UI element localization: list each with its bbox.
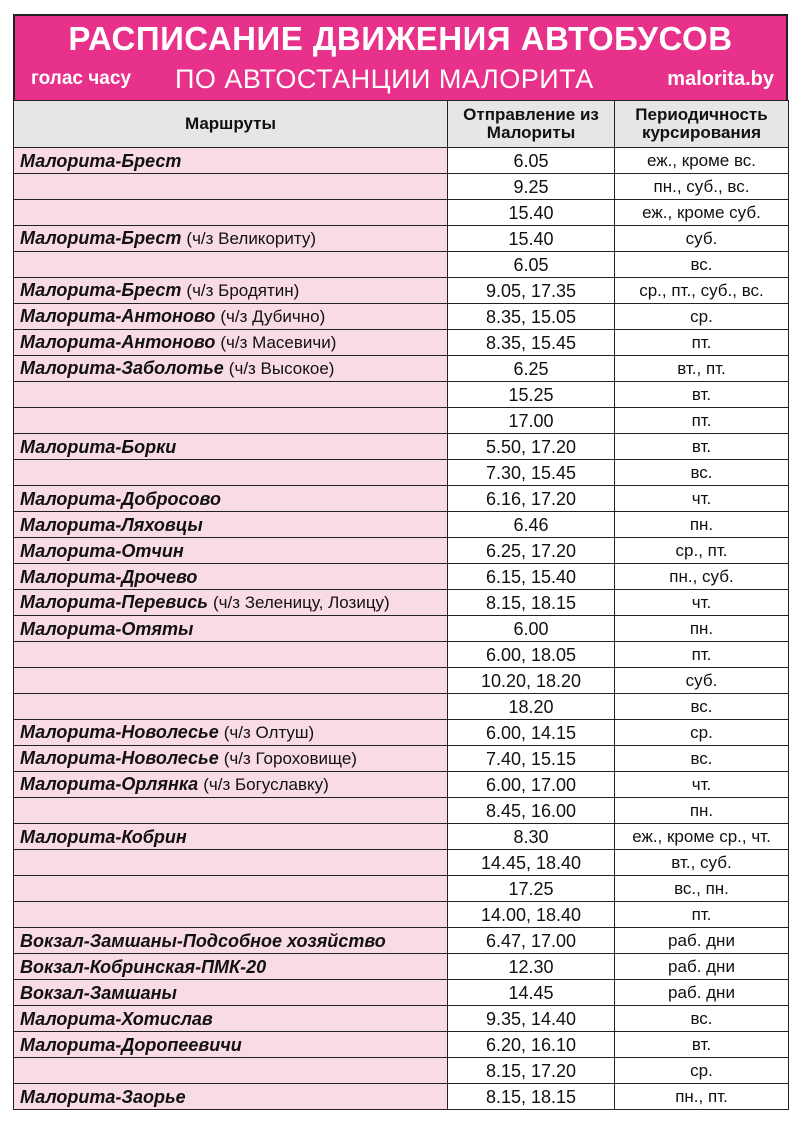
periodicity-cell: раб. дни <box>615 954 789 980</box>
table-row <box>14 408 789 434</box>
departure-cell: 6.25, 17.20 <box>448 538 615 564</box>
column-header-departure: Отправление из Малориты <box>448 101 615 148</box>
table-row <box>14 226 789 252</box>
route-cell <box>14 642 448 668</box>
route-cell <box>14 226 448 252</box>
periodicity-cell: пт. <box>615 642 789 668</box>
route-name: Малорита-Кобрин <box>20 826 187 847</box>
departure-cell: 9.35, 14.40 <box>448 1006 615 1032</box>
schedule-rows <box>14 148 789 1110</box>
departure-cell: 8.15, 17.20 <box>448 1058 615 1084</box>
departure-cell: 18.20 <box>448 694 615 720</box>
periodicity-cell: пн., суб., вс. <box>615 174 789 200</box>
table-row <box>14 486 789 512</box>
route-name: Вокзал-Кобринская-ПМК-20 <box>20 956 267 977</box>
periodicity-cell: ср. <box>615 1058 789 1084</box>
route-via: (ч/з Масевичи) <box>220 333 337 352</box>
route-via: (ч/з Великориту) <box>186 229 316 248</box>
schedule-header <box>13 14 788 100</box>
route-name: Малорита-Брест <box>20 150 182 171</box>
table-row <box>14 200 789 226</box>
table-row <box>14 642 789 668</box>
periodicity-cell: пн., пт. <box>615 1084 789 1110</box>
table-row <box>14 746 789 772</box>
route-cell <box>14 772 448 798</box>
periodicity-cell: раб. дни <box>615 980 789 1006</box>
table-row <box>14 694 789 720</box>
periodicity-cell: пт. <box>615 902 789 928</box>
route-cell <box>14 304 448 330</box>
route-cell <box>14 928 448 954</box>
table-row <box>14 252 789 278</box>
route-name: Малорита-Заорье <box>20 1086 186 1107</box>
periodicity-cell: вт. <box>615 382 789 408</box>
periodicity-cell: пн. <box>615 798 789 824</box>
route-name: Малорита-Ляховцы <box>20 514 203 535</box>
table-header-row <box>14 101 789 148</box>
table-row <box>14 902 789 928</box>
periodicity-cell: ср. <box>615 304 789 330</box>
table-row <box>14 772 789 798</box>
periodicity-cell: вс. <box>615 746 789 772</box>
periodicity-cell: вс. <box>615 1006 789 1032</box>
route-via: (ч/з Богуславку) <box>203 775 329 794</box>
departure-cell: 15.25 <box>448 382 615 408</box>
table-row <box>14 850 789 876</box>
departure-cell: 6.00, 17.00 <box>448 772 615 798</box>
departure-cell: 17.00 <box>448 408 615 434</box>
column-header-routes: Маршруты <box>14 101 448 148</box>
departure-cell: 8.35, 15.05 <box>448 304 615 330</box>
route-name: Малорита-Дрочево <box>20 566 198 587</box>
route-name: Вокзал-Замшаны <box>20 982 177 1003</box>
route-cell <box>14 512 448 538</box>
departure-cell: 7.30, 15.45 <box>448 460 615 486</box>
page-title: РАСПИСАНИЕ ДВИЖЕНИЯ АВТОБУСОВ <box>68 20 733 57</box>
route-name: Малорита-Перевись <box>20 592 208 612</box>
periodicity-cell: пн. <box>615 616 789 642</box>
periodicity-cell: еж., кроме суб. <box>615 200 789 226</box>
table-row <box>14 174 789 200</box>
table-row <box>14 668 789 694</box>
departure-cell: 6.47, 17.00 <box>448 928 615 954</box>
route-via: (ч/з Высокое) <box>228 359 335 378</box>
table-row <box>14 590 789 616</box>
route-name: Малорита-Отяты <box>20 618 194 639</box>
website-label: malorita.by <box>667 68 774 90</box>
departure-cell: 6.05 <box>448 148 615 174</box>
periodicity-cell: пн., суб. <box>615 564 789 590</box>
periodicity-cell: еж., кроме вс. <box>615 148 789 174</box>
departure-cell: 12.30 <box>448 954 615 980</box>
departure-cell: 6.15, 15.40 <box>448 564 615 590</box>
table-row <box>14 564 789 590</box>
route-via: (ч/з Дубично) <box>220 307 326 326</box>
departure-cell: 14.45 <box>448 980 615 1006</box>
table-row <box>14 1006 789 1032</box>
route-cell <box>14 356 448 382</box>
table-row <box>14 434 789 460</box>
periodicity-cell: вс. <box>615 694 789 720</box>
column-header-periodicity: Периодичность курсирования <box>615 101 789 148</box>
route-cell <box>14 460 448 486</box>
departure-cell: 6.00, 18.05 <box>448 642 615 668</box>
table-row <box>14 382 789 408</box>
periodicity-cell: раб. дни <box>615 928 789 954</box>
route-name: Вокзал-Замшаны-Подсобное хозяйство <box>20 930 386 951</box>
route-cell <box>14 434 448 460</box>
periodicity-cell: ср., пт., суб., вс. <box>615 278 789 304</box>
route-cell <box>14 1058 448 1084</box>
route-cell <box>14 954 448 980</box>
table-row <box>14 954 789 980</box>
route-via: (ч/з Бродятин) <box>186 281 300 300</box>
route-cell <box>14 252 448 278</box>
route-cell <box>14 278 448 304</box>
departure-cell: 8.30 <box>448 824 615 850</box>
route-cell <box>14 564 448 590</box>
departure-cell: 8.45, 16.00 <box>448 798 615 824</box>
table-row <box>14 278 789 304</box>
periodicity-cell: вс. <box>615 252 789 278</box>
route-cell <box>14 174 448 200</box>
departure-cell: 6.00, 14.15 <box>448 720 615 746</box>
departure-cell: 8.35, 15.45 <box>448 330 615 356</box>
route-cell <box>14 720 448 746</box>
table-row <box>14 356 789 382</box>
periodicity-cell: пн. <box>615 512 789 538</box>
table-row <box>14 148 789 174</box>
route-cell <box>14 798 448 824</box>
departure-cell: 6.25 <box>448 356 615 382</box>
departure-cell: 5.50, 17.20 <box>448 434 615 460</box>
route-via: (ч/з Гороховище) <box>223 749 357 768</box>
periodicity-cell: чт. <box>615 590 789 616</box>
table-row <box>14 876 789 902</box>
route-cell <box>14 382 448 408</box>
periodicity-cell: чт. <box>615 486 789 512</box>
route-cell <box>14 694 448 720</box>
table-row <box>14 798 789 824</box>
periodicity-cell: вт., суб. <box>615 850 789 876</box>
route-cell <box>14 330 448 356</box>
table-row <box>14 330 789 356</box>
route-via: (ч/з Зеленицу, Лозицу) <box>212 593 390 612</box>
route-name: Малорита-Новолесье <box>20 722 219 742</box>
departure-cell: 17.25 <box>448 876 615 902</box>
route-via: (ч/з Олтуш) <box>223 723 315 742</box>
route-cell <box>14 538 448 564</box>
departure-cell: 15.40 <box>448 200 615 226</box>
route-name: Малорита-Добросово <box>20 488 221 509</box>
table-row <box>14 980 789 1006</box>
periodicity-cell: вт. <box>615 434 789 460</box>
periodicity-cell: вс. <box>615 460 789 486</box>
periodicity-cell: суб. <box>615 226 789 252</box>
departure-cell: 9.05, 17.35 <box>448 278 615 304</box>
periodicity-cell: вт., пт. <box>615 356 789 382</box>
departure-cell: 14.00, 18.40 <box>448 902 615 928</box>
table-row <box>14 538 789 564</box>
table-row <box>14 1058 789 1084</box>
departure-cell: 9.25 <box>448 174 615 200</box>
route-cell <box>14 148 448 174</box>
periodicity-cell: суб. <box>615 668 789 694</box>
route-name: Малорита-Доропеевичи <box>20 1034 242 1055</box>
table-row <box>14 512 789 538</box>
table-row <box>14 824 789 850</box>
periodicity-cell: вс., пн. <box>615 876 789 902</box>
route-name: Малорита-Антоново <box>20 306 216 326</box>
table-row <box>14 616 789 642</box>
table-row <box>14 928 789 954</box>
route-cell <box>14 1084 448 1110</box>
route-cell <box>14 1032 448 1058</box>
periodicity-cell: чт. <box>615 772 789 798</box>
route-name: Малорита-Отчин <box>20 540 184 561</box>
departure-cell: 6.46 <box>448 512 615 538</box>
route-cell <box>14 850 448 876</box>
route-cell <box>14 408 448 434</box>
departure-cell: 8.15, 18.15 <box>448 590 615 616</box>
route-cell <box>14 902 448 928</box>
departure-cell: 6.05 <box>448 252 615 278</box>
route-cell <box>14 668 448 694</box>
route-cell <box>14 876 448 902</box>
route-name: Малорита-Заболотье <box>20 358 224 378</box>
route-cell <box>14 824 448 850</box>
subtitle: ПО АВТОСТАНЦИИ МАЛОРИТА <box>175 64 594 94</box>
periodicity-cell: еж., кроме ср., чт. <box>615 824 789 850</box>
departure-cell: 7.40, 15.15 <box>448 746 615 772</box>
departure-cell: 6.16, 17.20 <box>448 486 615 512</box>
route-cell <box>14 746 448 772</box>
route-cell <box>14 486 448 512</box>
schedule-table <box>13 100 789 1110</box>
route-cell <box>14 200 448 226</box>
route-cell <box>14 980 448 1006</box>
periodicity-cell: пт. <box>615 330 789 356</box>
route-name: Малорита-Антоново <box>20 332 216 352</box>
departure-cell: 6.00 <box>448 616 615 642</box>
newspaper-name: голас часу <box>31 68 132 89</box>
table-row <box>14 720 789 746</box>
periodicity-cell: ср., пт. <box>615 538 789 564</box>
departure-cell: 6.20, 16.10 <box>448 1032 615 1058</box>
periodicity-cell: ср. <box>615 720 789 746</box>
table-row <box>14 1084 789 1110</box>
route-name: Малорита-Новолесье <box>20 748 219 768</box>
route-name: Малорита-Орлянка <box>20 774 199 794</box>
route-name: Малорита-Хотислав <box>20 1008 213 1029</box>
periodicity-cell: вт. <box>615 1032 789 1058</box>
departure-cell: 10.20, 18.20 <box>448 668 615 694</box>
departure-cell: 8.15, 18.15 <box>448 1084 615 1110</box>
periodicity-cell: пт. <box>615 408 789 434</box>
route-cell <box>14 616 448 642</box>
route-cell <box>14 1006 448 1032</box>
departure-cell: 14.45, 18.40 <box>448 850 615 876</box>
table-row <box>14 460 789 486</box>
route-name: Малорита-Борки <box>20 436 177 457</box>
schedule-page <box>13 14 788 1124</box>
table-row <box>14 1032 789 1058</box>
departure-cell: 15.40 <box>448 226 615 252</box>
route-cell <box>14 590 448 616</box>
route-name: Малорита-Брест <box>20 228 182 248</box>
table-row <box>14 304 789 330</box>
route-name: Малорита-Брест <box>20 280 182 300</box>
